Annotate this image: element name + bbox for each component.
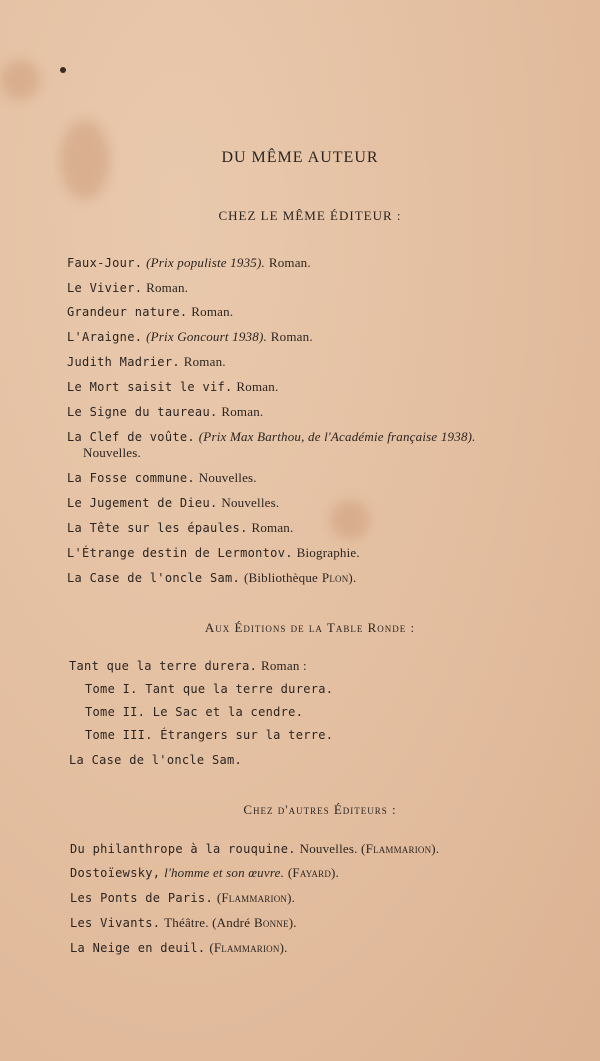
book-title: Tome I. Tant que la terre durera. (85, 682, 334, 696)
list-item (67, 520, 293, 536)
book-title: Le Mort saisit le vif. (67, 380, 233, 394)
punctuation: ). (431, 841, 440, 856)
stain (0, 60, 40, 100)
book-title: Tome III. Étrangers sur la terre. (85, 728, 334, 742)
book-title: La Neige en deuil. (70, 941, 206, 955)
publisher: Flammarion (365, 841, 432, 856)
list-item (69, 658, 307, 674)
book-title: La Fosse commune. (67, 471, 195, 485)
list-item (85, 705, 303, 719)
book-title: Les Vivants. (70, 916, 161, 930)
book-genre: Roman. (251, 520, 294, 535)
book-genre: ( (216, 890, 222, 905)
punctuation: ). (348, 570, 357, 585)
list-item (70, 841, 439, 857)
section-heading: CHEZ LE MÊME ÉDITEUR : (218, 208, 402, 223)
publisher: Flammarion (213, 940, 280, 955)
book-genre: ( (287, 865, 293, 880)
punctuation: ). (279, 940, 288, 955)
book-genre: Roman. (236, 379, 279, 394)
list-item-continuation: Nouvelles. (83, 445, 141, 460)
book-title: Le Signe du taureau. (67, 405, 218, 419)
book-title: Dostoïewsky, (70, 866, 161, 880)
list-item (67, 429, 476, 445)
book-genre: Nouvelles. ( (299, 841, 366, 856)
book-note: l'homme et son œuvre. (164, 865, 285, 880)
book-title: Le Jugement de Dieu. (67, 496, 218, 510)
book-title: Grandeur nature. (67, 305, 188, 319)
punctuation: ). (331, 865, 340, 880)
list-item (67, 304, 233, 320)
list-item (70, 865, 339, 881)
book-title: La Case de l'oncle Sam. (69, 753, 243, 767)
book-title: L'Étrange destin de Lermontov. (67, 546, 293, 560)
book-note: (Prix Goncourt 1938). (146, 329, 267, 344)
section-heading: Aux Éditions de la Table Ronde : (204, 620, 416, 635)
list-item (67, 404, 263, 420)
stain (330, 500, 370, 540)
book-title: Tome II. Le Sac et la cendre. (85, 705, 304, 719)
book-title: Le Vivier. (67, 281, 143, 295)
book-note: (Prix Max Barthou, de l'Académie française 1938). (198, 429, 476, 444)
book-title: La Case de l'oncle Sam. (67, 571, 241, 585)
list-item (67, 255, 311, 271)
list-item (67, 379, 278, 395)
book-title: La Tête sur les épaules. (67, 521, 248, 535)
book-genre: Théâtre. (André (164, 915, 251, 930)
book-genre: Roman. (191, 304, 234, 319)
ink-dot (60, 67, 66, 73)
book-title: Du philanthrope à la rouquine. (70, 842, 296, 856)
list-item (67, 280, 188, 296)
list-item (70, 915, 297, 931)
punctuation: ). (287, 890, 296, 905)
book-genre: Nouvelles. (221, 495, 280, 510)
publisher: Flammarion (221, 890, 288, 905)
book-title: Faux-Jour. (67, 256, 143, 270)
book-title: La Clef de voûte. (67, 430, 195, 444)
list-item (67, 495, 279, 511)
list-item (67, 329, 313, 345)
book-genre: ( (209, 940, 214, 955)
book-genre: Roman. (268, 255, 311, 270)
book-genre: Roman. (146, 280, 189, 295)
book-genre: Roman : (260, 658, 307, 673)
book-genre: Roman. (270, 329, 313, 344)
book-genre: (Bibliothèque (243, 570, 319, 585)
list-item (67, 570, 356, 586)
page-title: DU MÊME AUTEUR (221, 149, 379, 166)
list-item (85, 728, 333, 742)
punctuation: ). (288, 915, 297, 930)
book-title: Tant que la terre durera. (69, 659, 258, 673)
publisher: Bonne (254, 915, 289, 930)
list-item (85, 682, 333, 696)
book-title: L'Araigne. (67, 330, 143, 344)
list-item (67, 545, 360, 561)
list-item (67, 354, 226, 370)
list-item (70, 940, 288, 956)
list-item (67, 470, 257, 486)
book-note: (Prix populiste 1935). (146, 255, 265, 270)
list-item (70, 890, 295, 906)
list-item (69, 753, 242, 767)
book-title: Les Ponts de Paris. (70, 891, 213, 905)
publisher: Plon (321, 570, 349, 585)
section-heading: Chez d'autres Éditeurs : (243, 802, 397, 817)
book-title: Judith Madrier. (67, 355, 180, 369)
book-genre: Nouvelles. (198, 470, 257, 485)
book-genre: Biographie. (296, 545, 360, 560)
book-genre: Roman. (183, 354, 226, 369)
publisher: Fayard (292, 865, 332, 880)
book-genre: Roman. (221, 404, 264, 419)
